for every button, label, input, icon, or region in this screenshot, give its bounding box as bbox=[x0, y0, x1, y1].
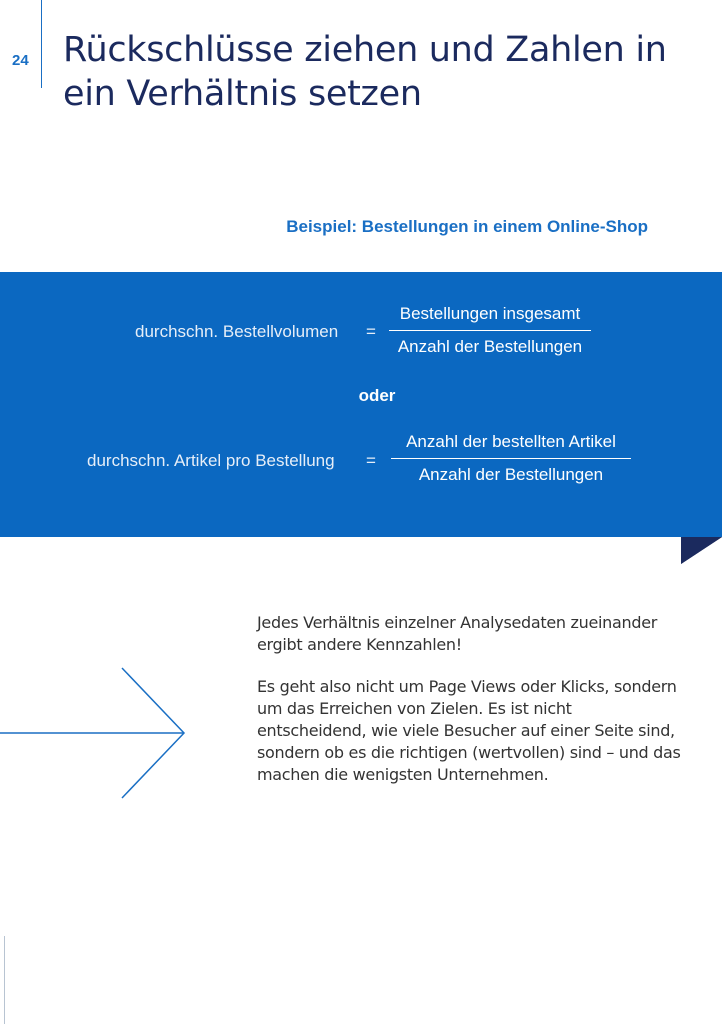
formula1-equals-sign: = bbox=[366, 322, 376, 341]
formula1-denominator: Anzahl der Bestellungen bbox=[397, 337, 583, 356]
header-divider-line bbox=[41, 0, 42, 88]
formula2-numerator: Anzahl der bestellten Artikel bbox=[406, 432, 616, 451]
formula2-denominator: Anzahl der Bestellungen bbox=[418, 465, 604, 484]
page-number: 24 bbox=[12, 52, 29, 69]
formula1-left-term: durchschn. Bestellvolumen bbox=[135, 322, 339, 341]
formula2-left-term: durchschn. Artikel pro Bestellung bbox=[87, 451, 335, 470]
formula1-fraction bbox=[389, 304, 591, 357]
arrow-right-icon bbox=[0, 665, 190, 805]
body-text bbox=[257, 612, 682, 806]
formula2-equals-sign: = bbox=[366, 451, 376, 470]
page-title: Rückschlüsse ziehen und Zahlen in ein Verhältnis setzen bbox=[63, 30, 667, 114]
formula2-fraction bbox=[391, 432, 631, 485]
formula1-fraction-bar bbox=[389, 330, 591, 331]
formula2-fraction-bar bbox=[391, 458, 631, 459]
footer-divider-line bbox=[4, 936, 5, 1024]
band-corner-fold bbox=[681, 537, 722, 564]
formula1-numerator: Bestellungen insgesamt bbox=[399, 304, 581, 323]
formula-connector: oder bbox=[358, 386, 396, 405]
example-heading: Beispiel: Bestellungen in einem Online-Shop bbox=[286, 217, 648, 236]
body-paragraph-2: Es geht also nicht um Page Views oder Klicks, sondern um das Erreichen von Zielen. Es ist nicht entscheidend, wie viele Besucher auf einer Seite sind, sondern ob es die richtigen (wertvollen) sind – und das machen die wenigsten Unternehmen. bbox=[257, 677, 681, 784]
body-paragraph-1: Jedes Verhältnis einzelner Analysedaten zueinander ergibt andere Kennzahlen! bbox=[257, 613, 658, 654]
